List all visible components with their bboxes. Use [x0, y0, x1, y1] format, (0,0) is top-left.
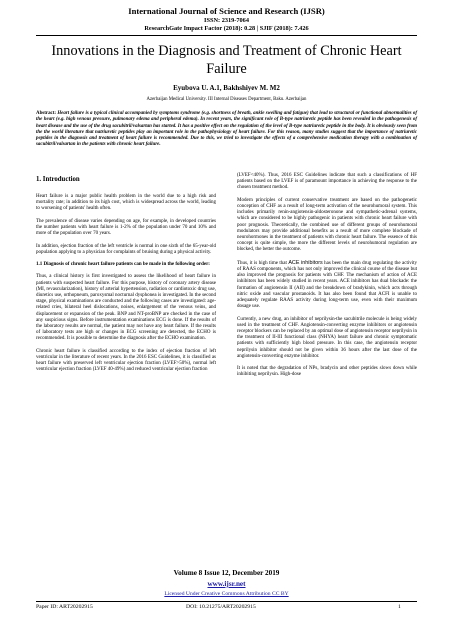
subsection-heading-diagnosis: 1.1 Diagnosis of chronic heart failure patients can be made in the following order: — [36, 262, 210, 268]
footer-divider — [36, 601, 417, 602]
volume-issue: Volume 8 Issue 12, December 2019 — [173, 569, 280, 577]
paragraph: Thus, a clinical history is first investigated to assess the likelihood of heart failure in patients with suspected heart failure. For this purpose, history of coronary artery disease (MI, revascularization), history of arterial hypertension, radiation or cardiotoxic drug use, diuretics use, orthopneum, paroxysmal nocturnal dysphonea is investigated. In the second stage, physical examinations are conducted and the following cases are investigated: age-related cries, bilateral heel dislocations, noises, enlargement of the venous veins, and displacement or expansion of the peak. BNP and NT-proBNP are checked in the case of any suspicious signs. Before instrumentation examinations ECG is done. If the results of the laboratory results are normal, the patient may not have any heart failure. If the results of laboratory tests are high or changes in ECG screening are detected, the ECHO is recommended. It is possible to determine the diagnosis after the ECHO examination. — [36, 274, 216, 342]
text-run: has been the main drug regulating the activity of RAAS components, which has not only improved the clinical course of the disease but also improved the prognosis for patients with CHF. The mechanism of action of ACE inhibitors has been widely studied in recent years. ACE inhibitors has dual blockade: the formation of angiotensin II (AII) and the breakdown of bradykinin, which acts through nitric oxide and vascular prostanoids. It has also been found that ACFI is unable to adequately regulate RAAS activity during long-term use, even with their maximum dosage use. — [237, 260, 418, 310]
left-column — [36, 173, 216, 380]
doi: DOI: 10.21275/ART20202915 — [186, 604, 256, 610]
page-number: 1 — [398, 604, 401, 610]
impact-factor: ResearchGate Impact Factor (2018): 0.28 | SJIF (2018): 7.426 — [144, 25, 309, 32]
right-column — [237, 173, 417, 385]
authors: Eyubova U. A.1, Bakhshiyev M. M2 — [173, 84, 280, 92]
affiliation: Azerbaijan Medical University. III Internal Diseases Department, Baku. Azerbaijan — [146, 97, 307, 102]
journal-link[interactable]: www.ijsr.net — [207, 580, 246, 588]
journal-name: International Journal of Science and Research (IJSR) — [128, 6, 325, 16]
paragraph: Chronic heart failure is classified according to the index of ejection fraction of left ventricular in the literature of recent years. In the 2016 ESC Guidelines, it is classified as heart failure with preserved left ventricular ejection fraction (LVEF>50%), normal left ventricular ejection fraction (LVEF 40-49%) and reduced ventricular ejection fraction — [36, 348, 216, 373]
paper-title: Innovations in the Diagnosis and Treatment of Chronic Heart Failure — [51, 43, 402, 77]
abstract-text: Heart failure is a typical clinical accompanied by symptoms syndrome (e.g. shortness of breath, ankle swelling and fatigue) that lead to structural or functional abnormalities of the heart (e.g. high venous pressure, pulmonary edema and peripheral edema). In recent years, the significant role of B-type natriuretic peptide has been revealed in the pathogenesis of heart disease and the use of the drug sacubitril/valsartan has started. It has a positive effect on the regulation of the level of B-type natriuretic peptide in the body. It is obviously seen from the the world literature that natriuretic peptides play an important role in the pathophysiology of heart failure. For this reason, many studies suggest that the importance of natriuretic peptides in the diagnosis and treatment of heart failure is recommended. Due to this, we tried to investigate the effects of a comprehensive medication therapy with a combination of sacubitril/valsartan in the patients with chronic heart failure. — [36, 111, 418, 148]
paragraph: Heart failure is a major public health problem in the world due to a high risk and mortality rate; in addition to its high cost, which is widespread across the world, leading to worsening of patients' health often. — [36, 194, 216, 212]
ace-inhibitors-term: ACE inhibitors — [288, 259, 323, 266]
text-run: Thus, it is high time that — [237, 260, 289, 266]
abstract-label: Abstract: — [36, 111, 57, 116]
section-heading-introduction: 1. Introduction — [36, 176, 80, 183]
paragraph: Modern principles of current conservative treatment are based on the pathogenetic conception of CHF as a result of long-term activation of the neurohumoral system. This includes primarily renin-angiotensin-aldosteronone and sympathetic-adrenal systems, which are considered to be highly pathogenic in patients with chronic heart failure with poor prognosis. Theoretically, the combined use of different groups of neurohumoral modulators may provide additional benefits as a result of more complete blockade of neurohormones in the treatment of patients with chronic heart failure. The essence of this concept is quite simple, the more the different levels of neurohumoral regulation are blocked, the better the outcome. — [237, 197, 417, 253]
paragraph-ace-inhibitors — [237, 260, 417, 311]
paragraph: Currently, a new drug, an inhibitor of neprilysin-the sacubitrile molecule is being widely used in the treatment of CHF. Angiotensin-converting enzyme inhibitors or angiotensin receptor blockers can be replaced by an optimal dose of angiotensin receptor neprilysin in the treatment of II-III functional class (NHYA) heart failure and chronic symptomatic patients with sufficiently high blood pressure. In this case, the angiotensin receptor neprilysin inhibitor should not be given within 36 hours after the last dose of the angiotensin-converting enzyme inhibitor. — [237, 316, 417, 359]
paragraph: The prevalence of disease varies depending on age, for example, in developed countries the number patients with heart failure is 1-2% of the population under 70 and 10% and more of the population over 70 years. — [36, 218, 216, 237]
license-link[interactable]: Licensed Under Creative Commons Attribution CC BY — [164, 591, 289, 597]
issn: ISSN: 2319-7064 — [204, 17, 249, 24]
header-divider — [36, 35, 417, 36]
paper-id: Paper ID: ART20202915 — [36, 604, 93, 610]
paragraph: (LVEF<40%). Thus, 2016 ESC Guidelines indicate that such a classifications of HF patients based on the LVEF is of paramount importance in achieving the response to the chosen treatment method. — [237, 173, 417, 191]
abstract — [36, 111, 417, 149]
paragraph: It is noted that the degradation of NPs, bradycin and other peptides slows down while inhibiting neprilysin. High-dose — [237, 366, 417, 378]
paragraph: In addition, ejection fraction of the left ventricle is normal in one sixth of the 65-year-old population applying to a physician for complaints of bruising during a physical activity. — [36, 243, 216, 255]
